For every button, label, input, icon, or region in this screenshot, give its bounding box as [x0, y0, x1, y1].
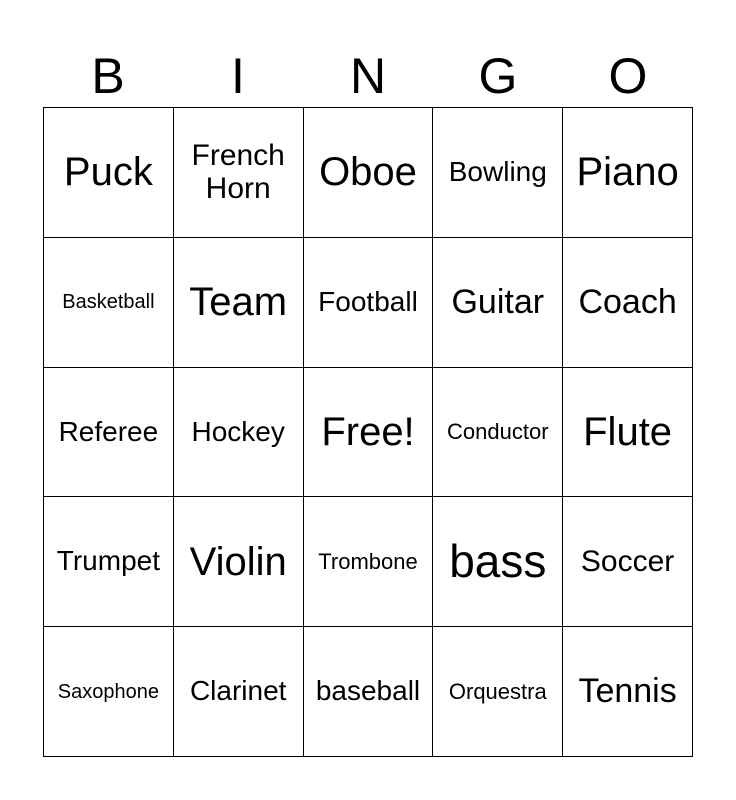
- header-letter-i: I: [231, 48, 245, 104]
- bingo-cell[interactable]: Clarinet: [174, 627, 304, 757]
- bingo-cell[interactable]: Flute: [563, 368, 693, 498]
- header-letter-n: N: [349, 48, 387, 104]
- bingo-cell[interactable]: Referee: [44, 368, 174, 498]
- bingo-cell[interactable]: Soccer: [563, 497, 693, 627]
- bingo-cell[interactable]: Team: [174, 238, 304, 368]
- bingo-cell[interactable]: Football: [304, 238, 434, 368]
- bingo-cell[interactable]: Piano: [563, 108, 693, 238]
- bingo-cell[interactable]: Bowling: [433, 108, 563, 238]
- header-letter-o: O: [608, 48, 648, 104]
- bingo-cell[interactable]: Violin: [174, 497, 304, 627]
- bingo-board: [43, 107, 693, 757]
- bingo-cell[interactable]: Trombone: [304, 497, 434, 627]
- bingo-cell[interactable]: baseball: [304, 627, 434, 757]
- bingo-cell[interactable]: Coach: [563, 238, 693, 368]
- header-letter-g: G: [478, 48, 518, 104]
- bingo-cell[interactable]: Saxophone: [44, 627, 174, 757]
- bingo-cell[interactable]: Guitar: [433, 238, 563, 368]
- bingo-cell[interactable]: Conductor: [433, 368, 563, 498]
- bingo-cell-free[interactable]: Free!: [304, 368, 434, 498]
- bingo-header: [43, 45, 693, 107]
- bingo-cell[interactable]: Puck: [44, 108, 174, 238]
- bingo-cell[interactable]: Basketball: [44, 238, 174, 368]
- bingo-cell[interactable]: Hockey: [174, 368, 304, 498]
- bingo-cell[interactable]: French Horn: [174, 108, 304, 238]
- bingo-cell[interactable]: Trumpet: [44, 497, 174, 627]
- bingo-cell[interactable]: Orquestra: [433, 627, 563, 757]
- bingo-cell[interactable]: Oboe: [304, 108, 434, 238]
- bingo-cell[interactable]: bass: [433, 497, 563, 627]
- bingo-cell[interactable]: Tennis: [563, 627, 693, 757]
- header-letter-b: B: [91, 48, 125, 104]
